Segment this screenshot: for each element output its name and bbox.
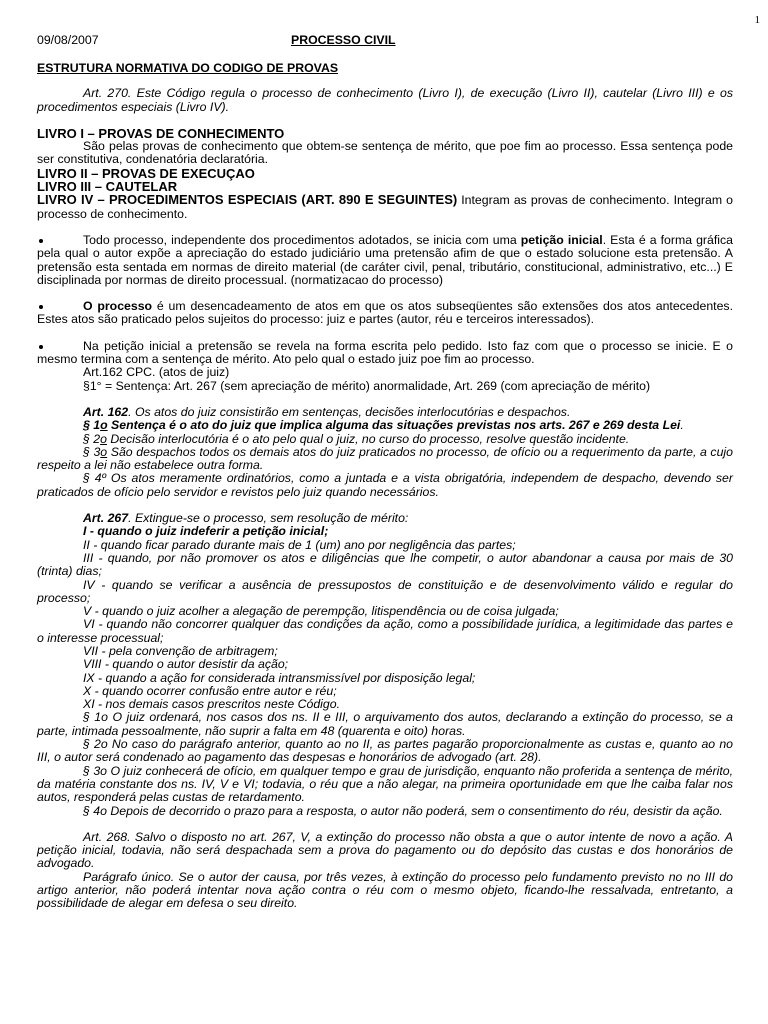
livro-4-heading: LIVRO IV – PROCEDIMENTOS ESPECIAIS (ART. 890 E SEGUINTES) — [37, 192, 458, 208]
livro-1-heading: LIVRO I – PROVAS DE CONHECIMENTO — [37, 125, 285, 141]
art-268-paragrafo-unico: Parágrafo único. Se o autor der causa, por três vezes, à extinção do processo pelo fundamento previsto no no III do artigo anterior, não poderá intentar nova ação contra o réu com o mesmo objeto, ficando-lhe ressalvada, entretanto, a possibilidade de alegar em defesa o seu direito. — [37, 869, 733, 911]
art-267-inciso-5: V - quando o juiz acolher a alegação de perempção, litispendência ou de coisa julgada; — [83, 604, 559, 619]
art-162-paragraph-3: § 3o São despachos todos os demais atos do juiz praticados no processo, de ofício ou a requerimento da parte, a cujo respeito a lei não estabelece outra forma. — [37, 444, 733, 473]
bullet-2-text: O processo é um desencadeamento de atos em que os atos subseqüentes são extensões dos atos antecedentes. Estes atos são praticado pelos sujeitos do processo: juiz e partes (autor, réu e terceiros interessados). — [37, 299, 733, 327]
art-162-caput: Art. 162. Os atos do juiz consistirão em sentenças, decisões interlocutórias e despachos. — [83, 404, 571, 419]
header-title: PROCESSO CIVIL — [291, 33, 396, 47]
livro-1-text: São pelas provas de conhecimento que obtem-se sentença de mérito, que poe fim ao processo. Essa sentença pode ser constitutiva, condenatória declaratória. — [37, 139, 733, 167]
art-267-inciso-10: X - quando ocorrer confusão entre autor e réu; — [83, 683, 337, 698]
art-162-cpc-note: Art.162 CPC. (atos de juiz) — [83, 365, 230, 380]
art-162-paragraph-4: § 4º Os atos meramente ordinatórios, como a juntada e a vista obrigatória, independem de despacho, devendo ser praticados de ofício pelo servidor e revistos pelo juiz quando necessários. — [37, 471, 733, 499]
art-267-paragraph-2: § 2o No caso do parágrafo anterior, quanto ao no II, as partes pagarão proporcionalmente as custas e, quanto ao no III, o autor será condenado ao pagamento das despesas e honorários de advogado (art. 28). — [37, 737, 733, 765]
art-267-inciso-4: IV - quando se verificar a ausência de pressupostos de constituição e de desenvolvimento válido e regular do processo; — [37, 577, 733, 605]
art-162-paragraph-2: § 2o Decisão interlocutória é o ato pelo qual o juiz, no curso do processo, resolve questão incidente. — [83, 431, 630, 446]
art-267-inciso-11: XI - nos demais casos prescritos neste Código. — [83, 697, 340, 712]
art-267-inciso-7: VII - pela convenção de arbitragem; — [83, 643, 278, 658]
header-date: 09/08/2007 — [37, 33, 99, 47]
bullet-o-processo — [37, 300, 733, 327]
bullet-peticao-pretensao — [37, 340, 733, 367]
livro-3-heading: LIVRO III – CAUTELAR — [37, 179, 178, 195]
art-270-paragraph: Art. 270. Este Código regula o processo de conhecimento (Livro I), de execução (Livro II), cautelar (Livro III) e os procedimentos especiais (Livro IV). — [37, 86, 733, 114]
art-267-inciso-3: III - quando, por não promover os atos e diligências que lhe competir, o autor abandonar a causa por mais de 30 (trinta) dias; — [37, 550, 733, 579]
document-page — [37, 0, 733, 911]
livro-2-heading: LIVRO II – PROVAS DE EXECUÇAO — [37, 165, 255, 181]
art-267-paragraph-4: § 4o Depois de decorrido o prazo para a resposta, o autor não poderá, sem o consentimento do réu, desistir da ação. — [83, 803, 723, 818]
bullet-peticao-inicial — [37, 234, 733, 287]
page-number: 1 — [754, 14, 760, 26]
art-162-paragraph-1: § 1o Sentença é o ato do juiz que implica alguma das situações previstas nos arts. 267 e 269 desta Lei. — [83, 418, 684, 433]
art-268-caput: Art. 268. Salvo o disposto no art. 267, V, a extinção do processo não obsta a que o autor intente de novo a ação. A petição inicial, todavia, não será despachada sem a prova do pagamento ou do depósito das custas e dos honorários de advogado. — [37, 829, 733, 871]
bullet-1-text: Todo processo, independente dos procedimentos adotados, se inicia com uma petição inicial. Esta é a forma gráfica pela qual o autor expõe a apreciação do estado judiciário uma pretensão afim de que o estado solucione esta pretensão. A pretensão esta sentada em normas de direito material (de caráter civil, penal, tributário, constitucional, administrativo, etc...) E disciplinada por normas de direito processual. (normatizacao do processo) — [37, 232, 733, 287]
livro-4-text: Integram as provas de conhecimento. Integram o processo de conhecimento. — [37, 193, 733, 221]
section-title: ESTRUTURA NORMATIVA DO CODIGO DE PROVAS — [37, 61, 339, 75]
art-267-inciso-1: I - quando o juiz indeferir a petição inicial; — [83, 524, 329, 539]
bullet-3-text: Na petição inicial a pretensão se revela na forma escrita pelo pedido. Isto faz com que o processo se inicie. E o mesmo termina com a sentença de mérito. Ato pelo qual o estado juiz poe fim ao processo. — [37, 338, 733, 367]
art-267-paragraph-3: § 3o O juiz conhecerá de ofício, em qualquer tempo e grau de jurisdição, enquanto não proferida a sentença de mérito, da matéria constante dos ns. IV, V e VI; todavia, o réu que a não alegar, na primeira oportunidade em que lhe caiba falar nos autos, responderá pelas custas de retardamento. — [37, 763, 733, 805]
livro-4-paragraph — [37, 193, 733, 221]
art-267-inciso-8: VIII - quando o autor desistir da ação; — [83, 657, 289, 672]
art-267-inciso-6: VI - quando não concorrer qualquer das condições da ação, como a possibilidade jurídica, a legitimidade das partes e o interesse processual; — [37, 617, 733, 645]
art-267-paragraph-1: § 1o O juiz ordenará, nos casos dos ns. II e III, o arquivamento dos autos, declarando a extinção do processo, se a parte, intimada pessoalmente, não suprir a falta em 48 (quarenta e oito) horas. — [37, 710, 733, 738]
art-267-inciso-9: IX - quando a ação for considerada intransmissível por disposição legal; — [83, 670, 476, 685]
sentenca-note: §1° = Sentença: Art. 267 (sem apreciação de mérito) anormalidade, Art. 269 (com apreciação de mérito) — [83, 378, 651, 393]
art-267-inciso-2: II - quando ficar parado durante mais de 1 (um) ano por negligência das partes; — [83, 537, 516, 552]
art-267-caput: Art. 267. Extingue-se o processo, sem resolução de mérito: — [83, 511, 409, 526]
document-header — [37, 34, 733, 48]
